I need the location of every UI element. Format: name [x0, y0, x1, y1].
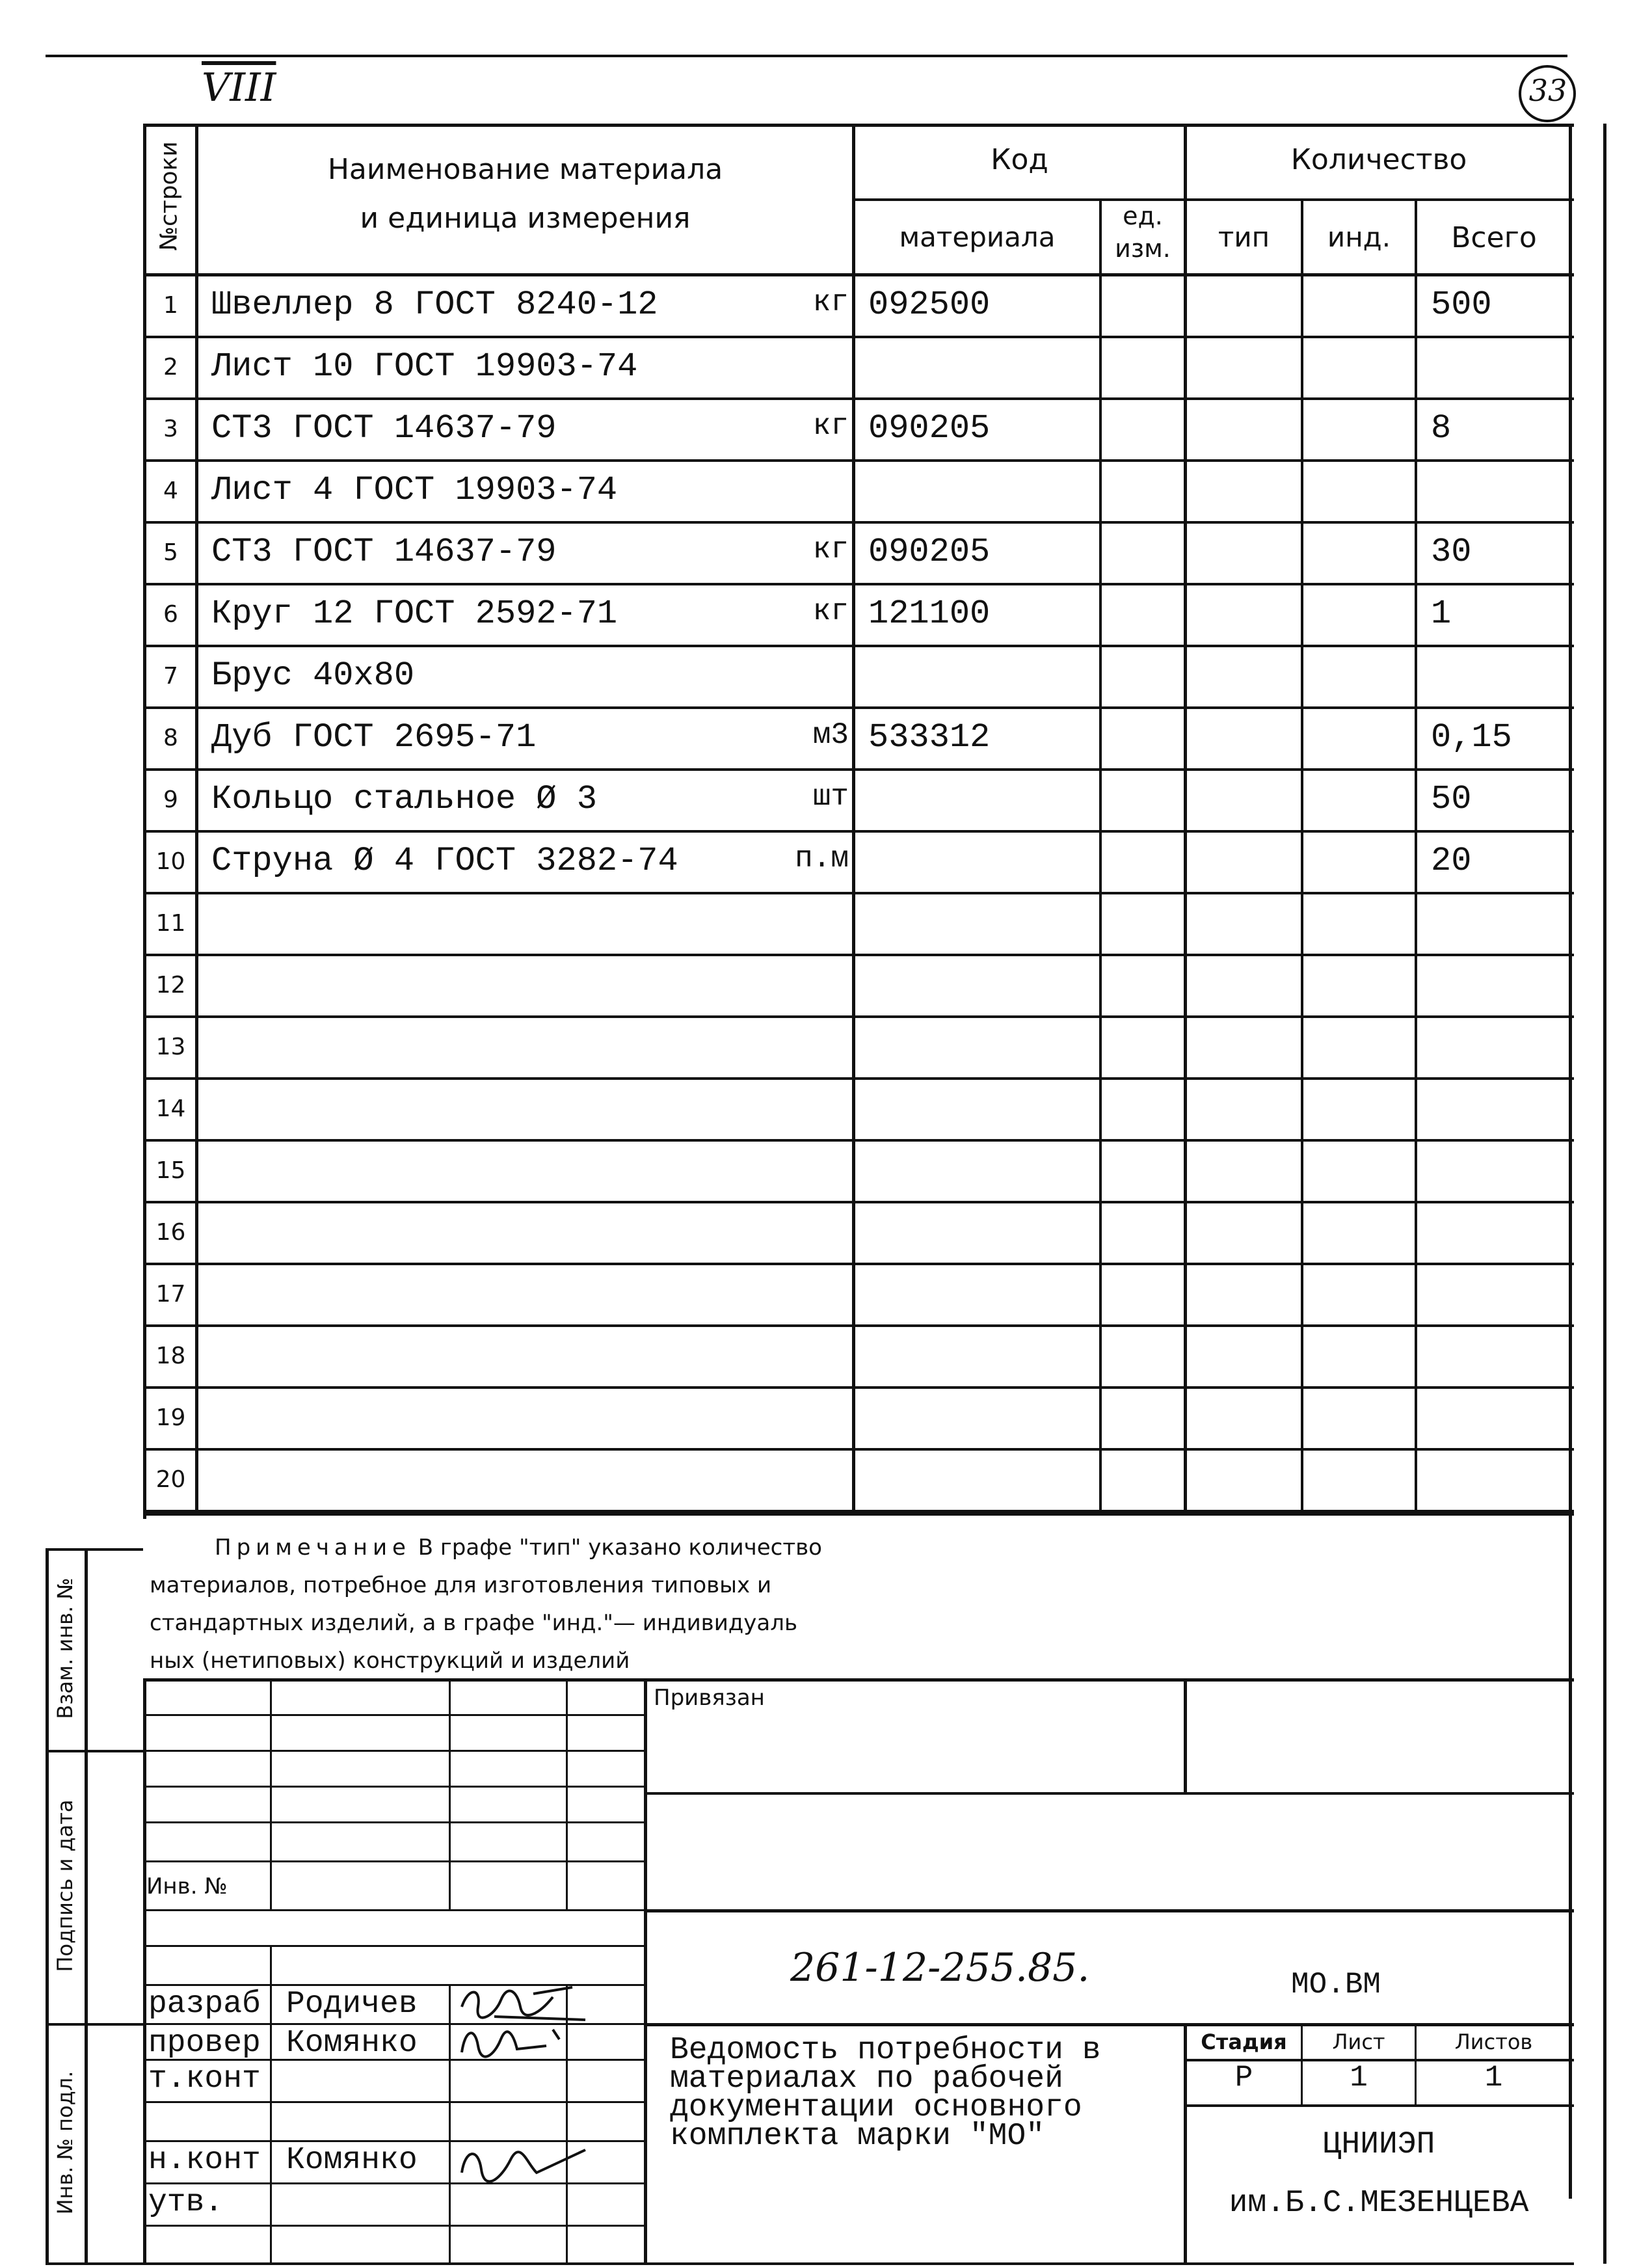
sheet-label: Лист [1332, 2030, 1385, 2054]
material-name: Брус 40х80 [211, 656, 415, 695]
quantity-total: 0,15 [1431, 718, 1512, 757]
row-number: 1 [163, 292, 178, 319]
note-line3: стандартных изделий, а в графе "инд."— индивидуаль [150, 1610, 798, 1636]
row-number: 7 [163, 663, 178, 690]
row-number: 19 [155, 1404, 186, 1431]
row-number: 2 [163, 354, 178, 381]
unit-header-line2: изм. [1115, 234, 1171, 263]
row-number: 20 [155, 1466, 186, 1493]
row-number: 5 [163, 539, 178, 566]
stage-value: Р [1234, 2061, 1253, 2095]
material-unit: кг [812, 409, 849, 443]
note-line4: ных (нетиповых) конструкций и изделий [150, 1648, 630, 1674]
row-number: 8 [163, 725, 178, 751]
note-line1: В графе "тип" указано количество [410, 1535, 822, 1561]
material-unit: п.м [795, 842, 849, 876]
note-line2: материалов, потребное для изготовления типовых и [150, 1572, 772, 1598]
document-title [670, 2033, 1101, 2154]
side-label-vzam: Взам. инв. № [53, 1577, 77, 1719]
quantity-total: 20 [1431, 842, 1472, 880]
stage-label: Стадия [1201, 2030, 1287, 2054]
organization-line1: ЦНИИЭП [1322, 2127, 1435, 2162]
row-number: 12 [155, 972, 186, 999]
row-number: 13 [155, 1034, 186, 1060]
privyazan-label: Привязан [654, 1685, 765, 1711]
material-unit: кг [812, 286, 849, 319]
note-text [150, 1529, 822, 1680]
page-number: 33 [1528, 73, 1567, 108]
row-number: 10 [155, 848, 186, 875]
material-name: Лист 4 ГОСТ 19903-74 [211, 471, 618, 509]
unit-header-line1: ед. [1123, 202, 1163, 230]
inv-no-label: Инв. № [146, 1873, 228, 1899]
code-header: Код [991, 143, 1048, 176]
stamp-role: провер [148, 2026, 261, 2061]
material-unit: кг [812, 595, 849, 628]
note-label: Примечание [215, 1535, 411, 1561]
sheets-label: Листов [1454, 2030, 1533, 2054]
material-name: СТ3 ГОСТ 14637-79 [211, 409, 557, 448]
side-label-podpis: Подпись и дата [53, 1799, 77, 1972]
name-header-line2: и единица измерения [360, 202, 691, 235]
quantity-total: 30 [1431, 533, 1472, 571]
sheet-value: 1 [1350, 2061, 1368, 2095]
material-name: Струна Ø 4 ГОСТ 3282-74 [211, 842, 678, 880]
row-number: 3 [163, 416, 178, 442]
material-header: материала [899, 221, 1056, 253]
material-name: СТ3 ГОСТ 14637-79 [211, 533, 557, 571]
stamp-role: разраб [148, 1987, 261, 2022]
material-name: Швеллер 8 ГОСТ 8240-12 [211, 286, 658, 324]
side-label-inv-podl: Инв. № подл. [53, 2071, 77, 2215]
document-number: 261-12-255.85. [790, 1945, 1090, 1991]
document-title-line4: комплекта марки "МО" [670, 2119, 1045, 2154]
signature-komyanko-2 [455, 2140, 592, 2186]
material-code: 121100 [868, 595, 991, 633]
row-number-header: №строки [155, 141, 183, 251]
material-code: 090205 [868, 533, 991, 571]
row-number: 16 [155, 1219, 186, 1246]
material-unit: м3 [812, 718, 849, 752]
quantity-header: Количество [1290, 143, 1467, 176]
stamp-role: утв. [148, 2185, 224, 2220]
sheet-roman-numeral: VIII [202, 65, 276, 111]
stamp-person-name: Родичев [286, 1987, 418, 2022]
quantity-total: 50 [1431, 780, 1472, 818]
document-title-line3: документации основного [670, 2090, 1082, 2125]
type-header: тип [1218, 221, 1270, 253]
organization-line2: им.Б.С.МЕЗЕНЦЕВА [1229, 2186, 1529, 2221]
material-unit: кг [812, 533, 849, 567]
sheets-value: 1 [1484, 2061, 1503, 2095]
material-name: Кольцо стальное Ø 3 [211, 780, 597, 818]
signature-komyanko-1 [455, 2023, 585, 2062]
row-number: 4 [163, 477, 178, 504]
material-unit: шт [812, 780, 849, 814]
total-header: Всего [1451, 221, 1537, 254]
ind-header: инд. [1327, 221, 1391, 253]
quantity-total: 8 [1431, 409, 1452, 448]
material-code: 533312 [868, 718, 991, 757]
document-mark: МО.ВМ [1291, 1968, 1381, 2002]
material-code: 090205 [868, 409, 991, 448]
row-number: 18 [155, 1343, 186, 1369]
material-name: Круг 12 ГОСТ 2592-71 [211, 595, 618, 633]
document-title-line2: материалах по рабочей [670, 2061, 1063, 2097]
row-number: 15 [155, 1157, 186, 1184]
material-name: Лист 10 ГОСТ 19903-74 [211, 347, 638, 386]
row-number: 11 [155, 910, 186, 937]
stamp-role: т.конт [148, 2061, 261, 2097]
stamp-person-name: Комянко [286, 2026, 418, 2061]
stamp-role: н.конт [148, 2143, 261, 2178]
quantity-total: 500 [1431, 286, 1492, 324]
row-number: 6 [163, 601, 178, 628]
row-number: 17 [155, 1281, 186, 1308]
material-code: 092500 [868, 286, 991, 324]
material-name: Дуб ГОСТ 2695-71 [211, 718, 537, 757]
signature-rodichev [455, 1981, 592, 2026]
document-title-line1: Ведомость потребности в [670, 2033, 1101, 2068]
quantity-total: 1 [1431, 595, 1452, 633]
name-header-line1: Наименование материала [327, 153, 723, 186]
stamp-person-name: Комянко [286, 2143, 418, 2178]
row-number: 14 [155, 1095, 186, 1122]
row-number: 9 [163, 786, 178, 813]
